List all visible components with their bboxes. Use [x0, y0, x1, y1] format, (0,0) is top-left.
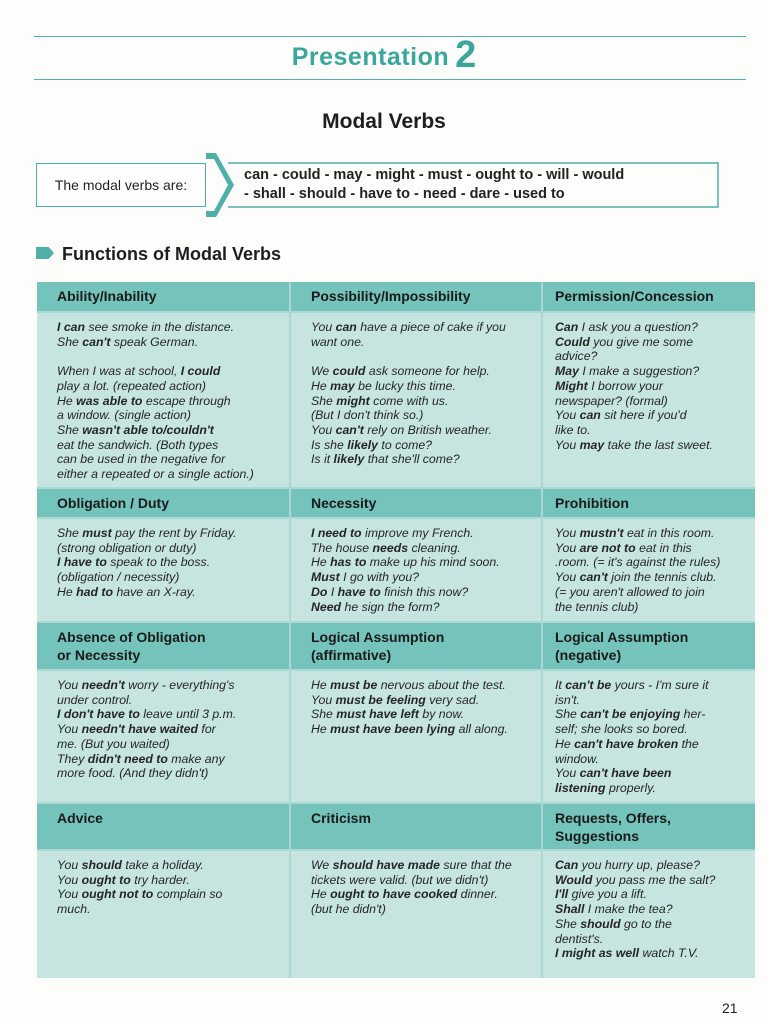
example-line: You ought to try harder.	[57, 872, 190, 887]
example-line: .room. (= it's against the rules)	[555, 555, 721, 570]
table-header-text: (affirmative)	[311, 647, 392, 663]
example-line: (obligation / necessity)	[57, 570, 180, 585]
section-number: 2	[455, 34, 477, 76]
table-header-text: Suggestions	[555, 828, 640, 844]
example-line: a window. (single action)	[57, 408, 191, 423]
table-header-cell	[291, 623, 541, 669]
example-line: listening properly.	[555, 780, 656, 795]
table-body-cell	[291, 519, 541, 621]
example-line: He had to have an X-ray.	[57, 584, 196, 599]
table-header-text: Logical Assumption	[311, 629, 445, 645]
example-line: She can't be enjoying her-	[555, 707, 706, 722]
table-header-text: (negative)	[555, 647, 622, 663]
example-line: She might come with us.	[311, 393, 449, 408]
example-line: (but he didn't)	[311, 902, 386, 917]
modal-functions-table	[37, 282, 755, 978]
example-line: You should take a holiday.	[57, 858, 204, 872]
example-line: You can't join the tennis club.	[555, 570, 717, 585]
modal-verbs-list	[244, 166, 724, 204]
table-header-text: or Necessity	[57, 647, 141, 663]
example-line: more food. (And they didn't)	[57, 766, 209, 781]
table-body-cell	[291, 671, 541, 802]
example-line: much.	[57, 902, 91, 917]
example-line: She must pay the rent by Friday.	[57, 526, 237, 540]
table-header-text: Criticism	[311, 810, 371, 826]
example-line: Need he sign the form?	[311, 599, 440, 614]
example-line: Shall I make the tea?	[555, 902, 673, 917]
table-body-cell	[37, 313, 289, 487]
example-line: Would you pass me the salt?	[555, 872, 716, 887]
example-line: I'll give you a lift.	[555, 887, 647, 902]
table-header-cell	[543, 804, 755, 849]
table-header-text: Advice	[57, 810, 103, 826]
example-line: Might I borrow your	[555, 378, 663, 393]
table-body-cell	[543, 851, 755, 978]
table-header-text: Absence of Obligation	[57, 629, 206, 645]
table-body-cell	[291, 313, 541, 487]
example-line: window.	[555, 751, 599, 766]
modal-verbs-line-2: - shall - should - have to - need - dare - used to	[244, 186, 565, 202]
table-header-cell	[291, 282, 541, 311]
example-line: advice?	[555, 349, 598, 364]
example-line: They didn't need to make any	[57, 751, 225, 766]
example-line: You mustn't eat in this room.	[555, 526, 715, 540]
table-header-cell	[37, 623, 289, 669]
example-line: self; she looks so bored.	[555, 722, 688, 737]
example-line: He must have been lying all along.	[311, 722, 508, 737]
table-header-text: Necessity	[311, 495, 377, 511]
example-line: The house needs cleaning.	[311, 540, 461, 555]
example-line: Can you hurry up, please?	[555, 858, 700, 872]
table-body-cell	[543, 519, 755, 621]
section-word: Presentation	[291, 43, 450, 71]
page-title: Modal Verbs	[322, 110, 446, 133]
table-header-cell	[37, 489, 289, 517]
table-header-text: Ability/Inability	[57, 288, 157, 304]
example-line: You can sit here if you'd	[555, 408, 687, 423]
example-line: I have to speak to the boss.	[57, 555, 211, 570]
example-line: You needn't worry - everything's	[57, 678, 235, 692]
example-line: Do I have to finish this now?	[311, 584, 469, 599]
example-line: He must be nervous about the test.	[311, 678, 506, 692]
example-line: under control.	[57, 692, 133, 707]
example-line: Must I go with you?	[311, 570, 419, 585]
example-line: I need to improve my French.	[311, 526, 474, 540]
example-line: You may take the last sweet.	[555, 437, 713, 452]
table-header-cell	[291, 804, 541, 849]
example-line: Can I ask you a question?	[555, 320, 698, 334]
example-line: I don't have to leave until 3 p.m.	[57, 707, 237, 722]
table-header-cell	[543, 489, 755, 517]
table-header-text: Permission/Concession	[555, 288, 714, 304]
table-body-cell	[543, 671, 755, 802]
example-line: Is it likely that she'll come?	[311, 452, 460, 467]
example-line: (strong obligation or duty)	[57, 540, 197, 555]
example-line: (= you aren't allowed to join	[555, 584, 705, 599]
table-header-text: Prohibition	[555, 495, 629, 511]
example-line: She must have left by now.	[311, 707, 465, 722]
example-line: You are not to eat in this	[555, 540, 692, 555]
example-line	[311, 349, 535, 364]
example-line: May I make a suggestion?	[555, 364, 700, 379]
example-line: You can have a piece of cake if you	[311, 320, 506, 334]
example-line: can be used in the negative for	[57, 452, 226, 467]
example-line: He has to make up his mind soon.	[311, 555, 500, 570]
example-line: tickets were valid. (but we didn't)	[311, 872, 489, 887]
example-line: eat the sandwich. (Both types	[57, 437, 219, 452]
table-body-cell	[543, 313, 755, 487]
table-header-text: Requests, Offers,	[555, 810, 671, 826]
bullet-arrow-icon	[36, 247, 54, 259]
example-line: like to.	[555, 422, 591, 437]
table-header-cell	[291, 489, 541, 517]
example-line: I can see smoke in the distance.	[57, 320, 235, 334]
heading-rule	[34, 79, 746, 80]
example-line: You needn't have waited for	[57, 722, 216, 737]
table-header-text: Obligation / Duty	[57, 495, 169, 511]
example-line: Is she likely to come?	[311, 437, 433, 452]
modal-verbs-line-1: can - could - may - might - must - ought to - will - would	[244, 167, 625, 183]
functions-heading-text: Functions of Modal Verbs	[62, 244, 282, 264]
example-line: We could ask someone for help.	[311, 364, 490, 379]
example-line: either a repeated or a single action.)	[57, 467, 254, 482]
example-line: You must be feeling very sad.	[311, 692, 480, 707]
table-header-text: Logical Assumption	[555, 629, 689, 645]
table-header-cell	[37, 804, 289, 849]
example-line: I might as well watch T.V.	[555, 946, 699, 961]
example-line: He can't have broken the	[555, 736, 699, 751]
example-line: She wasn't able to/couldn't	[57, 422, 214, 437]
example-line: We should have made sure that the	[311, 858, 512, 872]
example-line: You can't have been	[555, 766, 672, 781]
table-body-cell	[37, 671, 289, 802]
example-line: me. (But you waited)	[57, 736, 170, 751]
example-line: It can't be yours - I'm sure it	[555, 678, 709, 692]
example-line: He may be lucky this time.	[311, 378, 456, 393]
example-line: You can't rely on British weather.	[311, 422, 492, 437]
table-body-cell	[37, 519, 289, 621]
example-line: When I was at school, I could	[57, 364, 221, 379]
example-line: the tennis club)	[555, 599, 639, 614]
example-line: He ought to have cooked dinner.	[311, 887, 498, 902]
example-line: He was able to escape through	[57, 393, 231, 408]
page-number: 21	[722, 1000, 738, 1016]
example-line: She can't speak German.	[57, 334, 198, 349]
table-header-cell	[543, 282, 755, 311]
table-body-cell	[37, 851, 289, 978]
table-body-cell	[291, 851, 541, 978]
example-line: (But I don't think so.)	[311, 408, 424, 423]
table-header-cell	[37, 282, 289, 311]
section-heading	[0, 34, 768, 77]
example-line: Could you give me some	[555, 334, 694, 349]
example-line: dentist's.	[555, 931, 604, 946]
example-line: newspaper? (formal)	[555, 393, 668, 408]
table-header-cell	[543, 623, 755, 669]
table-header-text: Possibility/Impossibility	[311, 288, 471, 304]
modal-verbs-label: The modal verbs are:	[36, 163, 206, 207]
example-line: isn't.	[555, 692, 580, 707]
example-line: want one.	[311, 334, 365, 349]
functions-heading	[36, 244, 281, 265]
example-line: play a lot. (repeated action)	[57, 378, 207, 393]
example-line: She should go to the	[555, 916, 672, 931]
example-line: You ought not to complain so	[57, 887, 223, 902]
example-line	[57, 349, 283, 364]
